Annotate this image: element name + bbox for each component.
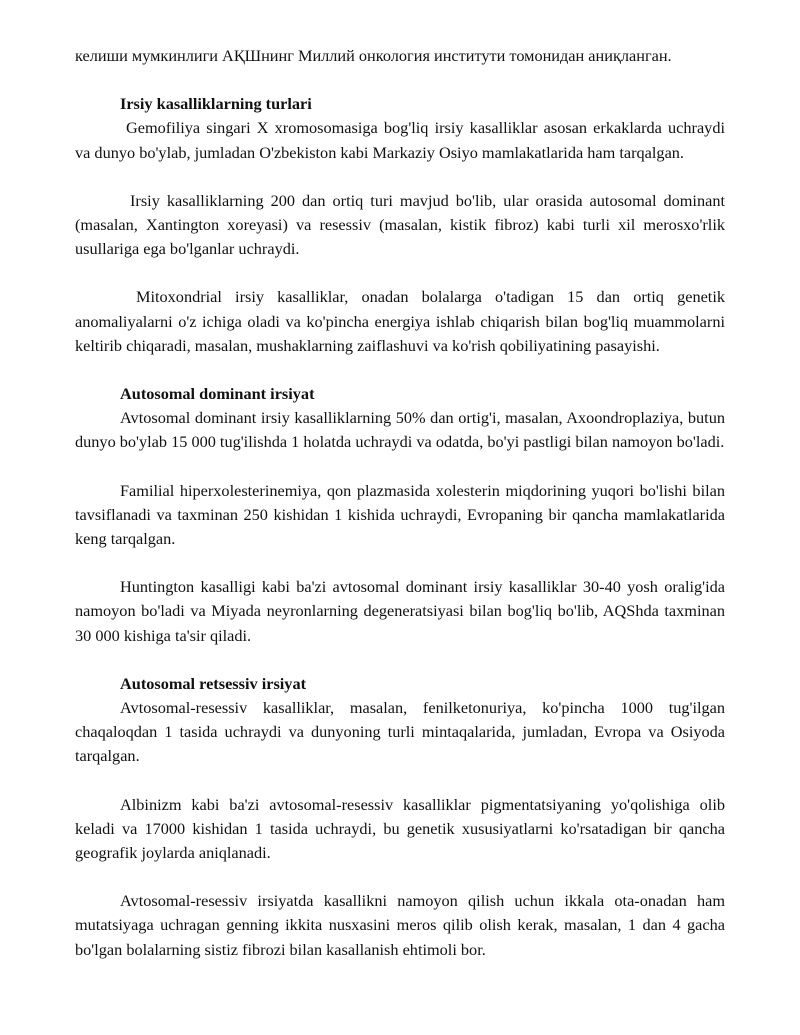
heading-recessive: Autosomal retsessiv irsiyat — [120, 673, 307, 693]
paragraph-types-2: Irsiy kasalliklarning 200 dan ortiq turi mavjud bo'lib, ular orasida autosomal dominant (masalan, Xantington xoreyasi) va resessiv (masalan, kistik fibroz) kabi turli xil merosxo'rlik usullariga ega bo'lganlar uchraydi. — [75, 190, 725, 259]
document-page — [75, 44, 725, 962]
intro-paragraph: келиши мумкинлиги АҚШнинг Миллий онкология институти томонидан аниқланган. — [75, 46, 672, 65]
paragraph-dominant-1: Avtosomal dominant irsiy kasalliklarning 50% dan ortig'i, masalan, Axoondroplaziya, butun dunyo bo'ylab 15 000 tug'ilishda 1 holatda uchraydi va odatda, bo'yi pastligi bilan namoyon bo'ladi. — [75, 408, 725, 452]
paragraph-dominant-2: Familial hiperxolesterinemiya, qon plazmasida xolesterin miqdorining yuqori bo'lishi bilan tavsiflanadi va taxminan 250 kishidan 1 kishida uchraydi, Evropaning bir qancha mamlakatlarida keng tarqalgan. — [75, 480, 725, 549]
heading-types: Irsiy kasalliklarning turlari — [120, 94, 312, 114]
heading-dominant: Autosomal dominant irsiyat — [120, 384, 315, 404]
paragraph-recessive-2: Albinizm kabi ba'zi avtosomal-resessiv kasalliklar pigmentatsiyaning yo'qolishiga olib keladi va 17000 kishidan 1 tasida uchraydi, bu genetik xususiyatlarni ko'rsatadigan bir qancha geografik joylarda aniqlanadi. — [75, 794, 725, 863]
paragraph-types-3: Mitoxondrial irsiy kasalliklar, onadan bolalarga o'tadigan 15 dan ortiq genetik anomaliyalarni o'z ichiga oladi va ko'pincha energiya ishlab chiqarish bilan bog'liq muammolarni keltirib chiqaradi, masalan, mushaklarning zaiflashuvi va ko'rish qobiliyatining pasayishi. — [75, 287, 725, 355]
paragraph-recessive-3: Avtosomal-resessiv irsiyatda kasallikni namoyon qilish uchun ikkala ota-onadan ham mutatsiyaga uchragan genning ikkita nusxasini meros qilib olish kerak, masalan, 1 dan 4 gacha bo'lgan bolalarning sistiz fibrozi bilan kasallanish ehtimoli bor. — [75, 891, 725, 959]
paragraph-types-1: Gemofiliya singari X xromosomasiga bog'liq irsiy kasalliklar asosan erkaklarda uchraydi va dunyo bo'ylab, jumladan O'zbekiston kabi Markaziy Osiyo mamlakatlarida ham tarqalgan. — [75, 118, 725, 162]
paragraph-recessive-1: Avtosomal-resessiv kasalliklar, masalan, fenilketonuriya, ko'pincha 1000 tug'ilgan chaqaloqdan 1 tasida uchraydi va dunyoning turli mintaqalarida, jumladan, Evropa va Osiyoda tarqalgan. — [75, 698, 725, 766]
paragraph-dominant-3: Huntington kasalligi kabi ba'zi avtosomal dominant irsiy kasalliklar 30-40 yosh oralig'ida namoyon bo'ladi va Miyada neyronlarning degeneratsiyasi bilan bog'liq bo'lib, AQShda taxminan 30 000 kishiga ta'sir qiladi. — [75, 577, 725, 645]
